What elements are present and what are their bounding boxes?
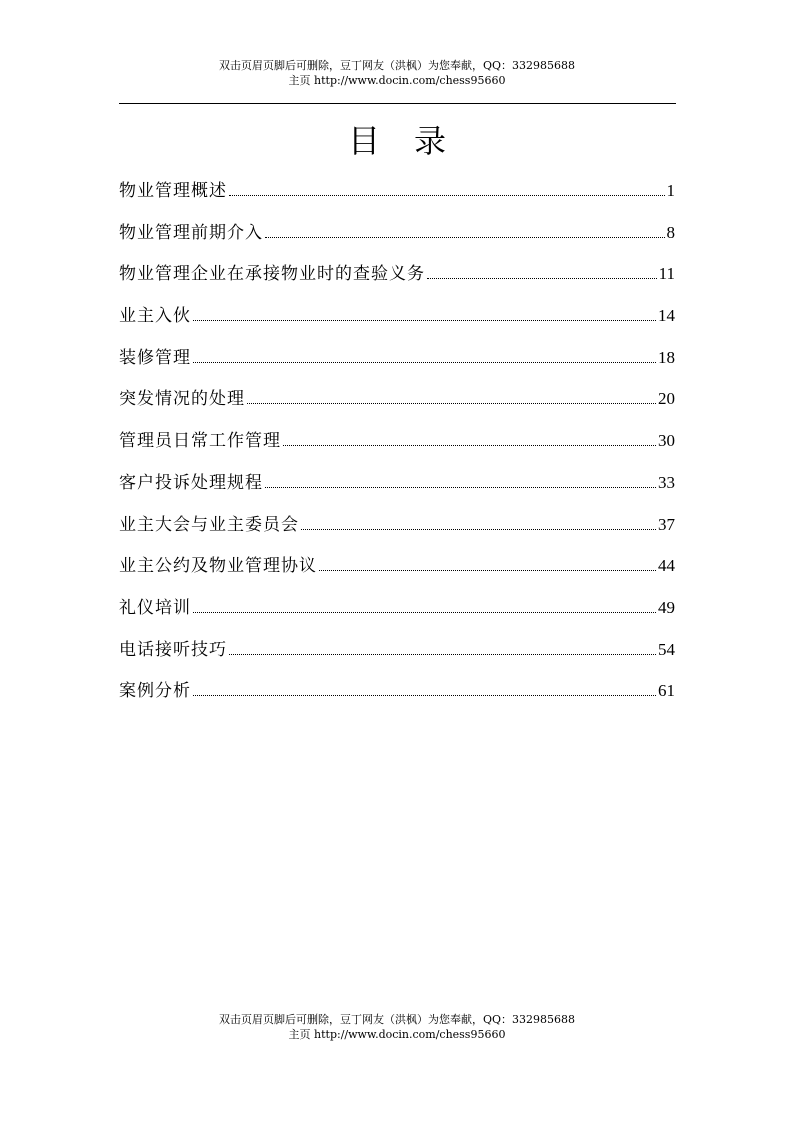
toc-leader-dots [193,320,656,321]
toc-entry-label: 物业管理前期介入 [119,222,263,243]
header-line-1: 双击页眉页脚后可删除，豆丁网友（洪枫）为您奉献，QQ：332985688 [218,59,576,72]
toc-entry-page: 14 [658,306,675,326]
toc-entry-page: 49 [658,597,675,617]
toc-leader-dots [265,487,656,488]
toc-entry[interactable] [119,259,675,301]
toc-entry[interactable] [119,384,675,426]
toc-leader-dots [265,237,665,238]
toc-entry[interactable] [119,510,675,552]
toc-entry[interactable] [119,551,675,593]
toc-entry[interactable] [119,218,675,260]
toc-leader-dots [247,403,656,404]
toc-leader-dots [319,570,656,571]
toc-entry-label: 礼仪培训 [119,597,191,618]
toc-entry-page: 61 [658,681,675,701]
toc-leader-dots [193,362,656,363]
toc-entry[interactable] [119,426,675,468]
footer-line-1: 双击页眉页脚后可删除，豆丁网友（洪枫）为您奉献，QQ：332985688 [218,1013,576,1026]
toc-leader-dots [193,695,656,696]
header-line-2: 主页 http://www.docin.com/chess95660 [288,74,506,87]
page-title: 目录 [347,122,480,160]
toc-entry-label: 装修管理 [119,347,191,368]
table-of-contents [119,176,675,718]
toc-entry[interactable] [119,176,675,218]
toc-entry-label: 业主公约及物业管理协议 [119,556,317,577]
toc-leader-dots [229,654,656,655]
toc-entry-page: 54 [658,639,675,659]
toc-leader-dots [193,612,656,613]
toc-entry-page: 8 [666,222,675,242]
toc-entry-label: 电话接听技巧 [119,639,227,660]
toc-entry-page: 20 [658,389,675,409]
toc-entry-label: 案例分析 [119,681,191,702]
toc-leader-dots [229,195,665,196]
toc-entry-label: 业主入伙 [119,306,191,327]
header-divider [119,103,676,104]
toc-leader-dots [283,445,656,446]
toc-entry[interactable] [119,676,675,718]
toc-entry-page: 33 [658,472,675,492]
toc-entry-page: 1 [666,181,675,200]
toc-entry-page: 30 [658,431,675,451]
toc-entry-page: 18 [658,347,675,367]
toc-entry-label: 突发情况的处理 [119,389,245,410]
toc-entry[interactable] [119,635,675,677]
toc-leader-dots [301,529,656,530]
toc-entry-page: 44 [658,556,675,576]
toc-entry[interactable] [119,593,675,635]
toc-entry-page: 37 [658,514,675,534]
toc-entry[interactable] [119,468,675,510]
toc-leader-dots [427,278,657,279]
page-footer [0,1012,794,1042]
toc-entry[interactable] [119,301,675,343]
toc-entry[interactable] [119,343,675,385]
toc-entry-page: 11 [658,264,675,284]
toc-entry-label: 业主大会与业主委员会 [119,514,299,535]
toc-entry-label: 客户投诉处理规程 [119,472,263,493]
footer-line-2: 主页 http://www.docin.com/chess95660 [288,1028,506,1041]
toc-entry-label: 物业管理企业在承接物业时的查验义务 [119,264,425,285]
toc-entry-label: 物业管理概述 [119,181,227,201]
toc-entry-label: 管理员日常工作管理 [119,431,281,452]
page-header [0,58,794,88]
